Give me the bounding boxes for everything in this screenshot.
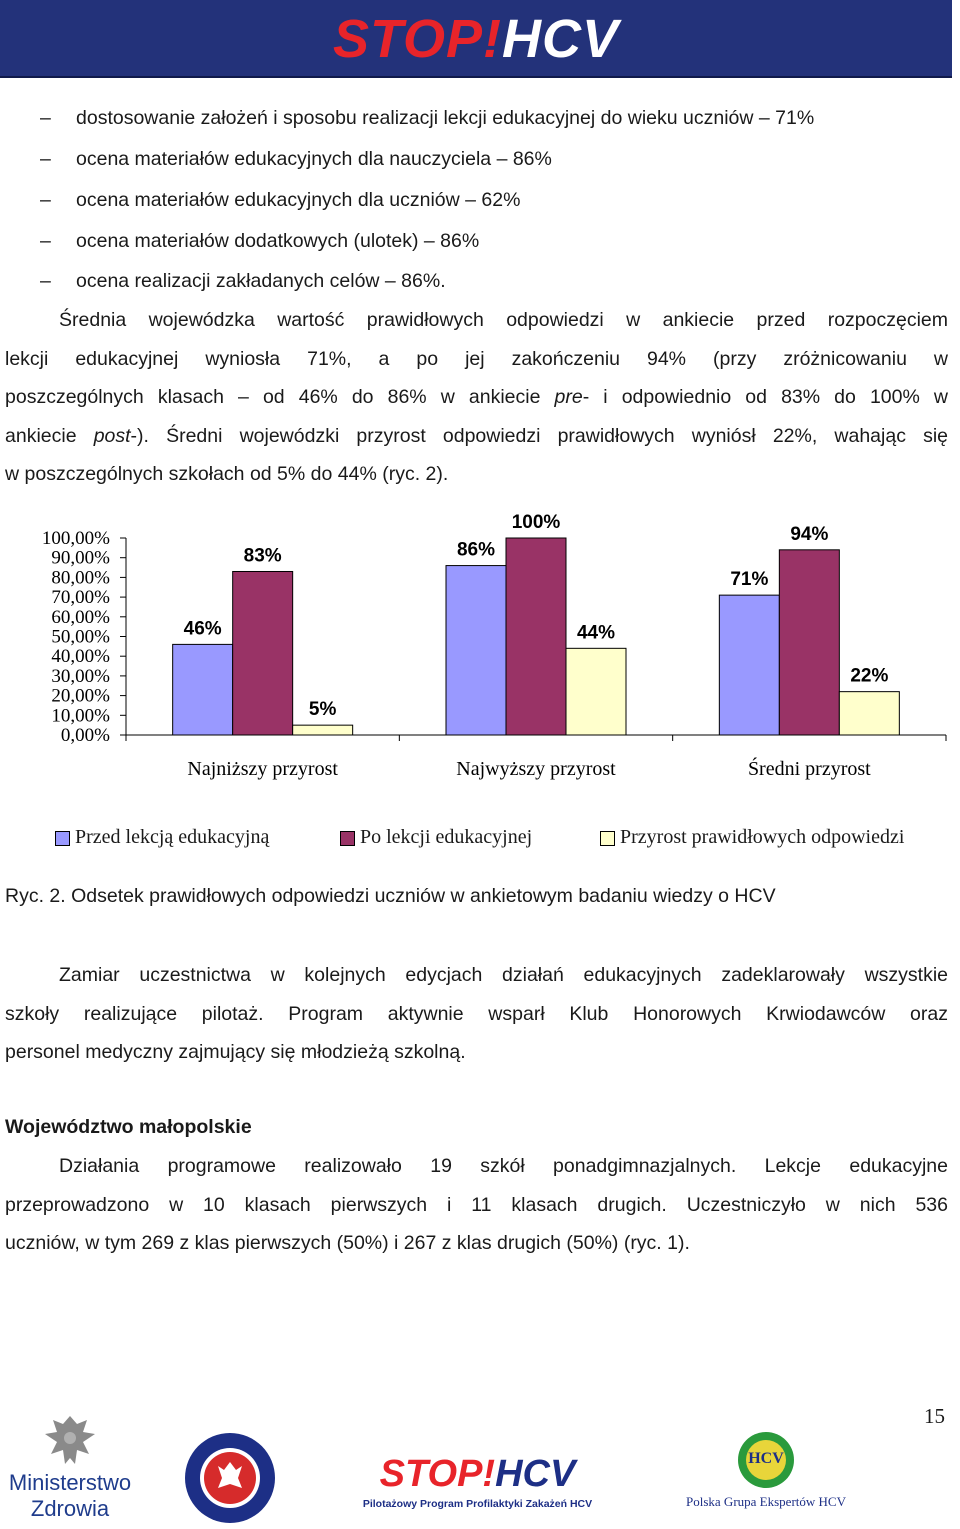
paragraph-line: w poszczególnych szkołach od 5% do 44% (ryc. 2). bbox=[5, 463, 449, 485]
y-tick-label: 80,00% bbox=[51, 567, 110, 589]
data-label: 22% bbox=[850, 665, 889, 687]
bar-chart bbox=[0, 505, 960, 805]
list-item-text: dostosowanie założeń i sposobu realizacji lekcji edukacyjnej do wieku uczniów – 71% bbox=[76, 107, 815, 129]
data-label: 71% bbox=[730, 569, 769, 591]
data-label: 83% bbox=[243, 545, 282, 567]
list-item-text: ocena realizacji zakładanych celów – 86%. bbox=[76, 270, 446, 292]
x-category-label: Średni przyrost bbox=[747, 758, 871, 780]
paragraph-line: Średnia wojewódzka wartość prawidłowych odpowiedzi w ankiecie przed rozpoczęciem bbox=[59, 309, 948, 331]
legend-swatch bbox=[340, 831, 355, 846]
pgeh-name: Polska Grupa Ekspertów HCV bbox=[686, 1494, 846, 1509]
paragraph-line bbox=[5, 378, 948, 417]
text-run: - i odpowiednio od 83% do 100% w bbox=[582, 386, 948, 408]
footer-logo-subtitle: Pilotażowy Program Profilaktyki Zakażeń HCV bbox=[362, 1498, 593, 1510]
dash-marker: – bbox=[40, 107, 51, 129]
bar bbox=[233, 571, 293, 735]
chart-legend bbox=[0, 826, 960, 856]
data-label: 86% bbox=[456, 539, 496, 561]
legend-label: Po lekcji edukacyjnej bbox=[360, 826, 533, 848]
x-category-label: Najwyższy przyrost bbox=[456, 758, 616, 780]
legend-swatch bbox=[600, 831, 615, 846]
paragraph-line: Zamiar uczestnictwa w kolejnych edycjach działań edukacyjnych zadeklarowały wszystkie bbox=[59, 964, 948, 986]
pgeh-badge-text: HCV bbox=[748, 1450, 784, 1467]
dash-marker: – bbox=[40, 148, 51, 170]
paragraph-line: przeprowadzono w 10 klasach pierwszych i 11 klasach drugich. Uczestniczyło w nich 536 bbox=[5, 1193, 948, 1216]
list-item-text: ocena materiałów dodatkowych (ulotek) – 86% bbox=[76, 230, 480, 252]
bar bbox=[446, 566, 506, 735]
y-tick-label: 100,00% bbox=[41, 528, 110, 549]
bar bbox=[293, 725, 353, 735]
stop-hcv-footer-logo bbox=[355, 1452, 600, 1518]
data-label: 44% bbox=[576, 622, 616, 644]
paragraph-continuation bbox=[5, 956, 948, 1072]
y-tick-label: 70,00% bbox=[51, 587, 110, 609]
italic-post: post bbox=[93, 424, 131, 447]
y-tick-label: 30,00% bbox=[51, 665, 110, 687]
data-label: 5% bbox=[308, 699, 337, 721]
logo-stop-text: STOP! bbox=[332, 9, 502, 69]
dash-marker: – bbox=[40, 189, 51, 211]
dash-marker: – bbox=[40, 230, 51, 252]
text-run: -). Średni wojewódzki przyrost odpowiedzi prawidłowych wyniósł 22%, wahając się bbox=[130, 424, 948, 447]
section-heading: Województwo małopolskie bbox=[5, 1116, 252, 1138]
list-item-text: ocena materiałów edukacyjnych dla nauczyciela – 86% bbox=[76, 148, 552, 170]
pgeh-logo bbox=[668, 1430, 868, 1514]
page-number: 15 bbox=[924, 1404, 945, 1428]
logo-hcv-text: HCV bbox=[502, 9, 620, 69]
text-run: poszczególnych klasach – od 46% do 86% w ankiecie bbox=[5, 386, 555, 408]
bar bbox=[839, 692, 899, 735]
paragraph-line: personel medyczny zajmujący się młodzieżą szkolną. bbox=[5, 1041, 466, 1063]
paragraph-line bbox=[5, 417, 948, 456]
data-label: 94% bbox=[790, 523, 829, 545]
paragraph-line: uczniów, w tym 269 z klas pierwszych (50%) i 267 z klas drugich (50%) (ryc. 1). bbox=[5, 1232, 690, 1254]
paragraph-line: lekcji edukacyjnej wyniosła 71%, a po jej zakończeniu 94% (przy zróżnicowaniu w bbox=[5, 347, 948, 370]
stop-hcv-logo bbox=[0, 8, 952, 70]
footer-logo-hcv: HCV bbox=[495, 1453, 576, 1495]
y-tick-label: 0,00% bbox=[60, 725, 110, 746]
y-tick-label: 50,00% bbox=[51, 626, 110, 648]
figure-caption: Ryc. 2. Odsetek prawidłowych odpowiedzi uczniów w ankietowym badaniu wiedzy o HCV bbox=[5, 885, 776, 907]
bar bbox=[566, 648, 626, 735]
data-label: 46% bbox=[183, 618, 222, 640]
ministerstwo-zdrowia-logo bbox=[5, 1412, 135, 1524]
sanepid-logo bbox=[184, 1432, 276, 1524]
paragraph-line: szkoły realizujące pilotaż. Program aktywnie wsparł Klub Honorowych Krwiodawców oraz bbox=[5, 1002, 948, 1025]
bar bbox=[173, 644, 233, 735]
legend-label: Przyrost prawidłowych odpowiedzi bbox=[620, 826, 905, 848]
ministerstwo-line1: Ministerstwo bbox=[8, 1470, 132, 1495]
paragraph-summary bbox=[5, 301, 948, 494]
y-tick-label: 10,00% bbox=[51, 705, 110, 727]
text-run: ankiecie bbox=[5, 424, 94, 447]
legend-swatch bbox=[55, 831, 70, 846]
y-tick-label: 60,00% bbox=[51, 606, 110, 628]
italic-pre: pre bbox=[554, 386, 583, 408]
bar bbox=[506, 538, 566, 735]
dash-marker: – bbox=[40, 270, 51, 292]
header-banner bbox=[0, 0, 952, 78]
ministerstwo-line2: Zdrowia bbox=[30, 1496, 110, 1521]
paragraph-line: Działania programowe realizowało 19 szkół ponadgimnazjalnych. Lekcje edukacyjne bbox=[59, 1155, 948, 1177]
sanepid-badge-icon bbox=[184, 1432, 276, 1524]
list-item-text: ocena materiałów edukacyjnych dla uczniów – 62% bbox=[76, 189, 521, 211]
x-category-label: Najniższy przyrost bbox=[187, 758, 338, 780]
bar bbox=[779, 550, 839, 735]
y-tick-label: 40,00% bbox=[51, 646, 110, 668]
paragraph-malopolskie bbox=[5, 1147, 948, 1263]
data-label: 100% bbox=[511, 512, 561, 533]
legend-label: Przed lekcją edukacyjną bbox=[75, 826, 270, 848]
bar bbox=[719, 595, 779, 735]
footer-logo-stop: STOP! bbox=[379, 1453, 496, 1495]
y-tick-label: 20,00% bbox=[51, 685, 110, 707]
y-tick-label: 90,00% bbox=[51, 547, 110, 569]
bar-chart-svg bbox=[0, 505, 960, 805]
